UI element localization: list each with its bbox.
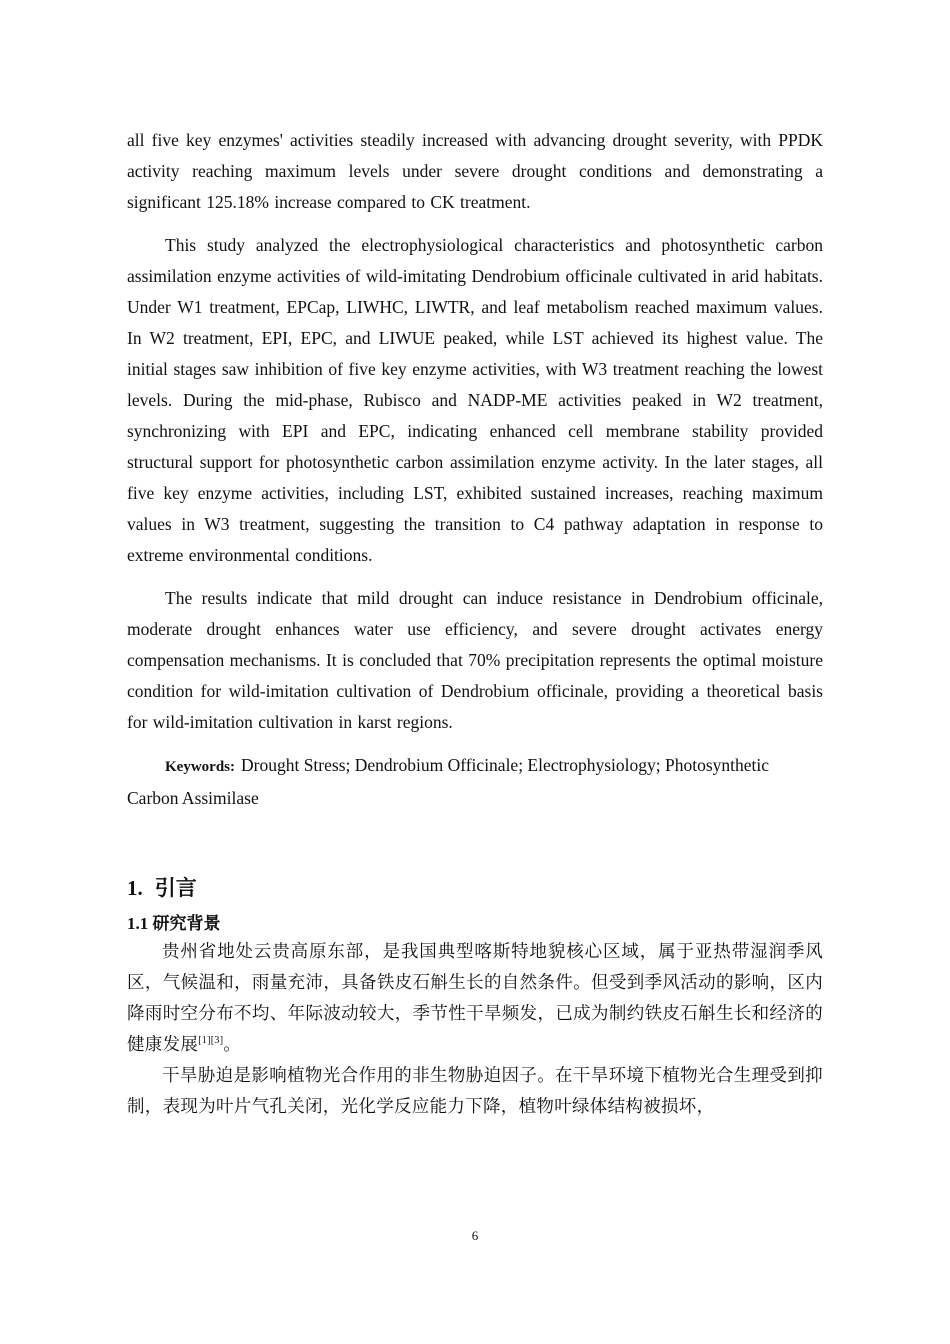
citation: [1][3] bbox=[198, 1035, 224, 1047]
section-number: 1. bbox=[127, 876, 143, 900]
background-paragraph-1-end: 。 bbox=[223, 1034, 242, 1054]
subsection-heading-background: 1.1 研究背景 bbox=[127, 914, 221, 933]
keywords-text: Drought Stress; Dendrobium Officinale; Electrophysiology; Photosynthetic Carbon Assimilase bbox=[127, 755, 770, 808]
abstract-paragraph-1: all five key enzymes' activities steadily increased with advancing drought severity, with PPDK activity reaching maximum levels under severe drought conditions and demonstrating a significant 125.18% increase compared to CK treatment. bbox=[127, 130, 823, 212]
keywords-line bbox=[127, 750, 823, 814]
background-paragraph-2: 干旱胁迫是影响植物光合作用的非生物胁迫因子。在干旱环境下植物光合生理受到抑制，表现为叶片气孔关闭，光化学反应能力下降，植物叶绿体结构被损坏， bbox=[127, 1065, 823, 1116]
section-heading-introduction bbox=[127, 874, 823, 902]
abstract-paragraph-2: This study analyzed the electrophysiological characteristics and photosynthetic carbon assimilation enzyme activities of wild-imitating Dendrobium officinale cultivated in arid habitats. Under W1 treatment, EPCap, LIWHC, LIWTR, and leaf metabolism reached maximum values. In W2 treatment, EPI, EPC, and LIWUE peaked, while LST achieved its highest value. The initial stages saw inhibition of five key enzyme activities, with W3 treatment reaching the lowest levels. During the mid-phase, Rubisco and NADP-ME activities peaked in W2 treatment, synchronizing with EPI and EPC, indicating enhanced cell membrane stability provided structural support for photosynthetic carbon assimilation enzyme activity. In the later stages, all five key enzyme activities, including LST, exhibited sustained increases, reaching maximum values in W3 treatment, suggesting the transition to C4 pathway adaptation in response to extreme environmental conditions. bbox=[127, 235, 823, 565]
background-paragraph-1 bbox=[127, 936, 823, 1060]
keywords-label: Keywords: bbox=[165, 759, 235, 775]
abstract-paragraph-3: The results indicate that mild drought can induce resistance in Dendrobium officinale, moderate drought enhances water use efficiency, and severe drought activates energy compensation mechanisms. It is concluded that 70% precipitation represents the optimal moisture condition for wild-imitation cultivation of Dendrobium officinale, providing a theoretical basis for wild-imitation cultivation in karst regions. bbox=[127, 588, 823, 732]
section-title: 引言 bbox=[154, 876, 197, 900]
page-number: 6 bbox=[471, 1228, 479, 1243]
page-content bbox=[127, 125, 823, 1122]
background-paragraph-1-text: 贵州省地处云贵高原东部，是我国典型喀斯特地貌核心区域，属于亚热带湿润季风区，气候温和，雨量充沛，具备铁皮石斛生长的自然条件。但受到季风活动的影响，区内降雨时空分布不均、年际波动较大，季节性干旱频发，已成为制约铁皮石斛生长和经济的健康发展 bbox=[127, 941, 823, 1054]
